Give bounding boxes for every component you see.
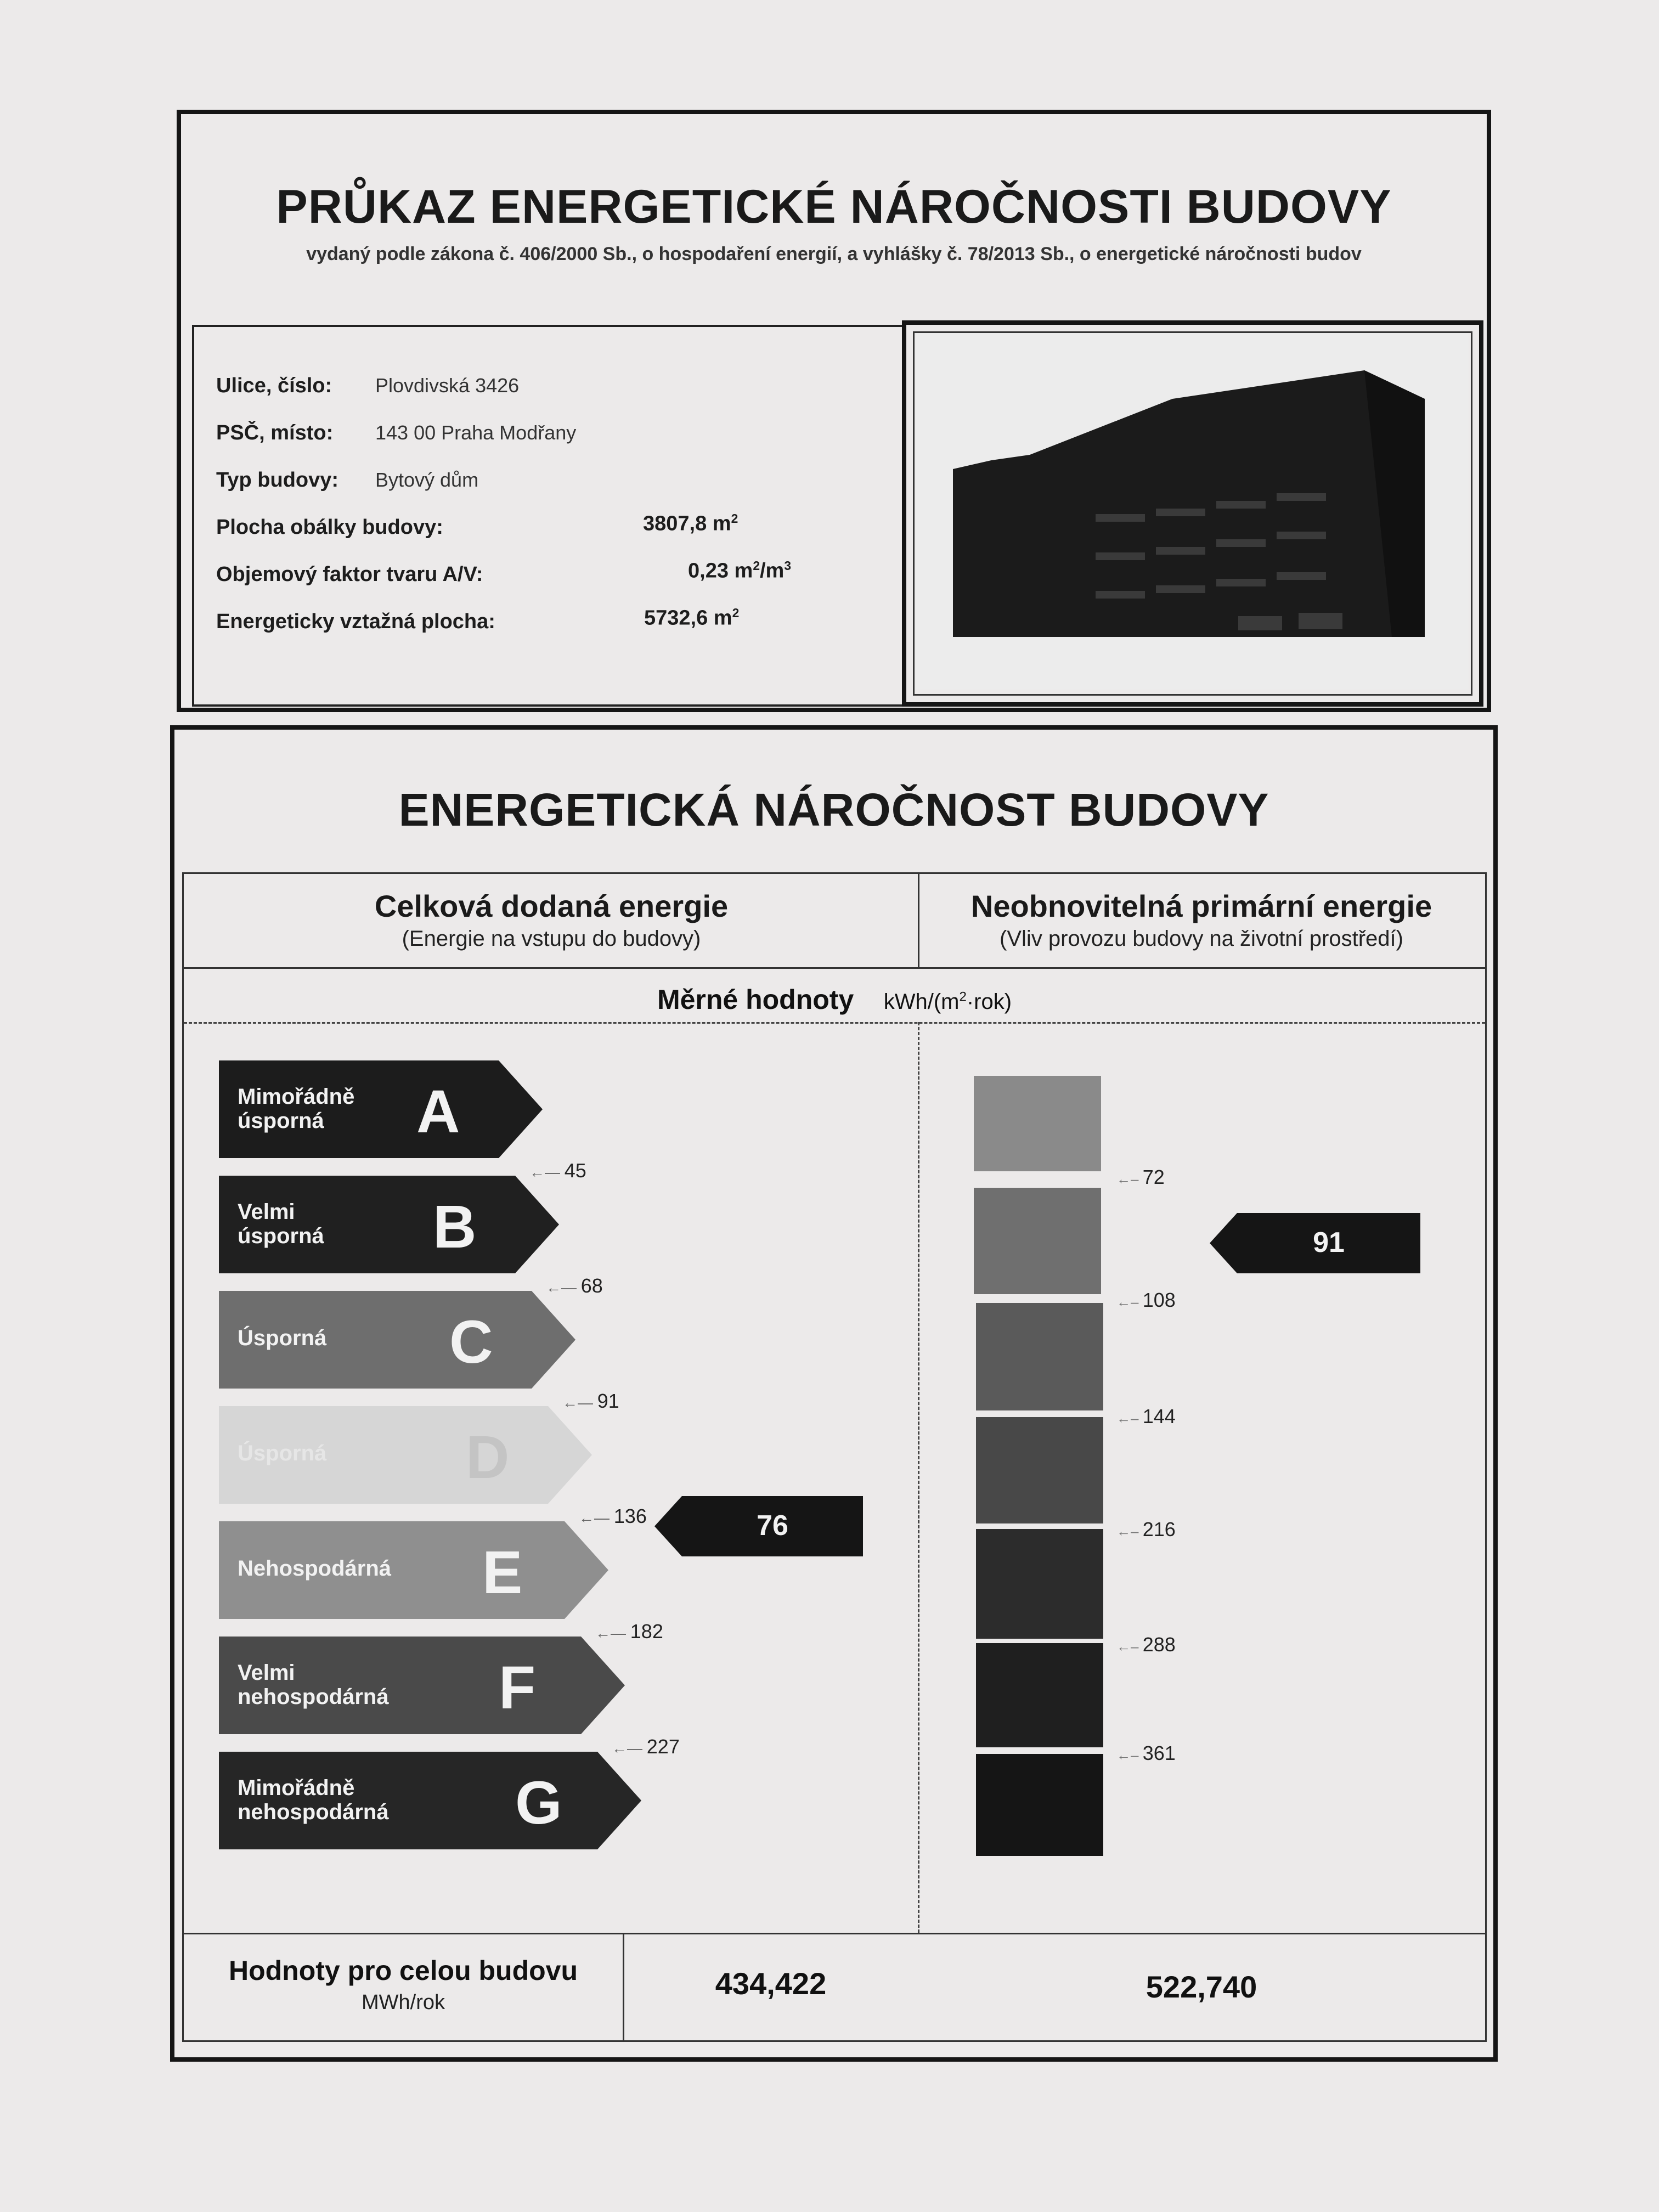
energy-class-label: Velmi úsporná — [238, 1200, 324, 1248]
certificate-header-box — [177, 110, 1491, 712]
primary-energy-block — [976, 1529, 1103, 1639]
energy-class-c — [219, 1291, 575, 1389]
energy-class-letter: A — [416, 1078, 460, 1146]
energy-class-d — [219, 1406, 592, 1504]
energy-class-label: Velmi nehospodárná — [238, 1661, 389, 1709]
primary-energy-block — [976, 1643, 1103, 1747]
energy-class-e — [219, 1521, 608, 1619]
whole-building-label: Hodnoty pro celou budovu — [228, 1955, 578, 1986]
energy-class-f — [219, 1637, 625, 1734]
class-boundary-value: ←— 136 — [579, 1505, 647, 1527]
class-boundary-value: ←— 45 — [529, 1159, 586, 1182]
certificate-subtitle: vydaný podle zákona č. 406/2000 Sb., o hospodaření energií, a vyhlášky č. 78/2013 Sb., o energetické náročnosti budov — [306, 244, 1362, 264]
delivered-energy-rating-marker — [654, 1496, 863, 1556]
reference-area-value: 5732,6 $m^2$ — [644, 606, 740, 630]
energy-class-a — [219, 1060, 543, 1158]
class-boundary-value: ←— 182 — [595, 1620, 663, 1643]
primary-energy-block — [976, 1754, 1103, 1856]
energy-class-letter: D — [466, 1424, 510, 1491]
energy-class-label: Mimořádně úsporná — [238, 1085, 355, 1133]
building-photo — [915, 333, 1469, 690]
primary-energy-boundary-value: ←– 288 — [1116, 1633, 1176, 1656]
specific-values-label: Měrné hodnoty kWh/$(m^2\cdot rok)$ — [657, 984, 1012, 1015]
primary-energy-block — [976, 1417, 1103, 1523]
whole-building-unit: MWh/rok — [362, 1991, 445, 2014]
energy-class-b — [219, 1176, 559, 1273]
delivered-energy-heading: Celková dodaná energie — [374, 889, 729, 923]
energy-class-letter: E — [482, 1539, 523, 1606]
performance-title: ENERGETICKÁ NÁROČNOST BUDOVY — [398, 784, 1269, 836]
street-label: Ulice, číslo: — [216, 374, 332, 397]
class-boundary-value: ←— 227 — [612, 1735, 680, 1758]
energy-class-label: Úsporná — [238, 1441, 327, 1465]
city-value: 143 00 Praha Modřany — [375, 421, 577, 444]
primary-energy-boundary-value: ←– 216 — [1116, 1518, 1176, 1541]
energy-class-label: Úsporná — [238, 1326, 327, 1350]
primary-energy-rating-marker — [1210, 1213, 1420, 1273]
reference-area-label: Energeticky vztažná plocha: — [216, 610, 495, 633]
primary-energy-boundary-value: ←– 72 — [1116, 1166, 1165, 1188]
envelope-label: Plocha obálky budovy: — [216, 516, 443, 539]
performance-box — [170, 725, 1498, 2062]
primary-energy-boundary-value: ←– 108 — [1116, 1289, 1176, 1311]
shape-factor-value: 0,23 $m^2/m^3$ — [688, 558, 792, 583]
building-info-panel — [192, 325, 1483, 707]
street-value: Plovdivská 3426 — [375, 374, 520, 397]
primary-energy-subheading: (Vliv provozu budovy na životní prostředí) — [1000, 927, 1403, 951]
energy-class-label: Mimořádně nehospodárná — [238, 1776, 389, 1824]
primary-energy-block — [974, 1188, 1101, 1294]
primary-energy-block — [974, 1076, 1101, 1171]
certificate-title: PRŮKAZ ENERGETICKÉ NÁROČNOSTI BUDOVY — [276, 180, 1392, 233]
delivered-energy-total: 434,422 — [715, 1966, 827, 2001]
shape-factor-label: Objemový faktor tvaru A/V: — [216, 563, 483, 586]
type-label: Typ budovy: — [216, 469, 339, 492]
energy-class-label: Nehospodárná — [238, 1556, 392, 1581]
energy-class-letter: B — [433, 1193, 477, 1261]
primary-energy-block — [976, 1303, 1103, 1410]
building-photo-frame — [902, 320, 1483, 707]
primary-energy-heading: Neobnovitelná primární energie — [970, 889, 1432, 923]
delivered-energy-rating: 76 — [757, 1510, 788, 1542]
city-label: PSČ, místo: — [216, 421, 334, 444]
energy-class-g — [219, 1752, 641, 1849]
primary-energy-total: 522,740 — [1146, 1970, 1257, 2004]
primary-energy-boundary-value: ←– 144 — [1116, 1405, 1176, 1427]
class-boundary-value: ←— 68 — [546, 1274, 603, 1297]
energy-class-letter: G — [515, 1769, 562, 1837]
primary-energy-rating: 91 — [1313, 1227, 1345, 1259]
class-boundary-value: ←— 91 — [562, 1390, 619, 1412]
energy-class-letter: C — [449, 1308, 493, 1376]
energy-class-letter: F — [499, 1654, 536, 1722]
type-value: Bytový dům — [375, 469, 479, 491]
primary-energy-boundary-value: ←– 361 — [1116, 1742, 1176, 1764]
envelope-value: 3807,8 $m^2$ — [643, 511, 738, 535]
performance-table — [182, 872, 1487, 2042]
delivered-energy-subheading: (Energie na vstupu do budovy) — [402, 927, 701, 951]
